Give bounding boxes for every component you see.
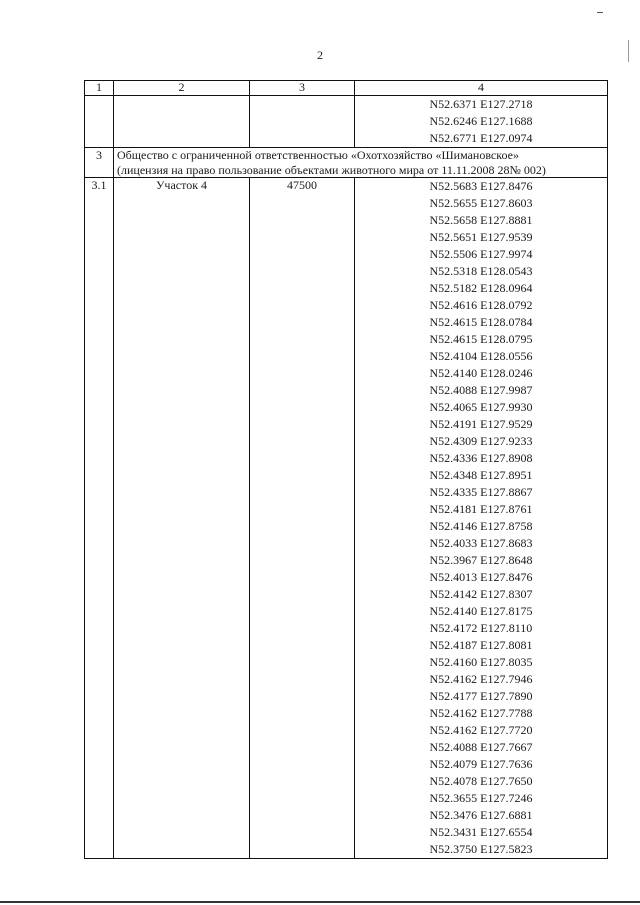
coordinate-line: N52.4079 E127.7636 (429, 757, 533, 771)
column-header-2: 2 (114, 81, 250, 96)
organization-number-cell: 3 (85, 148, 114, 178)
plot-coords-cell (355, 178, 608, 859)
column-header-1: 1 (85, 81, 114, 96)
coordinate-line: N52.4162 E127.7788 (429, 706, 533, 720)
coordinate-line: N52.4336 E127.8908 (429, 451, 533, 465)
coordinate-line: N52.4348 E127.8951 (429, 468, 533, 482)
coordinate-line: N52.4162 E127.7946 (429, 672, 533, 686)
coordinate-line: N52.4142 E127.8307 (429, 587, 533, 601)
page-number: 2 (317, 48, 323, 62)
coordinate-line: N52.4162 E127.7720 (429, 723, 533, 737)
coordinate-line: N52.6246 E127.1688 (429, 114, 533, 128)
coordinate-line: N52.4033 E127.8683 (429, 536, 533, 550)
organization-name: Общество с ограниченной ответственностью «Охотхозяйство «Шимановское» (117, 148, 519, 162)
coordinate-line: N52.3476 E127.6881 (429, 808, 533, 822)
page-bottom-edge (0, 901, 640, 903)
column-header-4: 4 (355, 81, 608, 96)
organization-cell (114, 148, 608, 178)
coordinate-line: N52.5658 E127.8881 (429, 213, 533, 227)
plot-name-cell: Участок 4 (114, 178, 250, 859)
coordinate-line: N52.4615 E128.0795 (429, 332, 533, 346)
coordinate-line: N52.4104 E128.0556 (429, 349, 533, 363)
table-header-row (85, 81, 608, 96)
coordinate-line: N52.4088 E127.7667 (429, 740, 533, 754)
coordinate-line: N52.5651 E127.9539 (429, 230, 533, 244)
coordinate-line: N52.4181 E127.8761 (429, 502, 533, 516)
coordinate-line: N52.4187 E127.8081 (429, 638, 533, 652)
coordinate-line: N52.4160 E127.8035 (429, 655, 533, 669)
coordinate-line: N52.3750 E127.5823 (429, 842, 533, 856)
coordinate-line: N52.3431 E127.6554 (429, 825, 533, 839)
continued-coords-cell (355, 96, 608, 148)
coordinate-line: N52.4191 E127.9529 (429, 417, 533, 431)
continued-number-cell (85, 96, 114, 148)
table-row-plot (85, 178, 608, 859)
coordinate-line: N52.4309 E127.9233 (429, 434, 533, 448)
coordinate-line: N52.6771 E127.0974 (429, 131, 533, 145)
coordinate-line: N52.4177 E127.7890 (429, 689, 533, 703)
table-row-organization (85, 148, 608, 178)
table-row-continued (85, 96, 608, 148)
scan-artifact-mark (597, 12, 603, 13)
coordinate-line: N52.4172 E127.8110 (429, 621, 533, 635)
coordinate-line: N52.5683 E127.8476 (429, 179, 533, 193)
coordinate-line: N52.4140 E127.8175 (429, 604, 533, 618)
coordinate-line: N52.5506 E127.9974 (429, 247, 533, 261)
continued-name-cell (114, 96, 250, 148)
coordinate-line: N52.5182 E128.0964 (429, 281, 533, 295)
plot-area-cell: 47500 (250, 178, 355, 859)
coordinate-line: N52.4616 E128.0792 (429, 298, 533, 312)
coordinate-line: N52.6371 E127.2718 (429, 97, 533, 111)
coordinate-line: N52.4615 E128.0784 (429, 315, 533, 329)
coordinate-line: N52.3967 E127.8648 (429, 553, 533, 567)
coordinate-line: N52.5318 E128.0543 (429, 264, 533, 278)
coordinate-line: N52.3655 E127.7246 (429, 791, 533, 805)
coordinate-line: N52.4335 E127.8867 (429, 485, 533, 499)
coordinate-line: N52.5655 E127.8603 (429, 196, 533, 210)
coordinate-line: N52.4088 E127.9987 (429, 383, 533, 397)
column-header-3: 3 (250, 81, 355, 96)
coordinate-line: N52.4013 E127.8476 (429, 570, 533, 584)
continued-area-cell (250, 96, 355, 148)
coordinate-line: N52.4065 E127.9930 (429, 400, 533, 414)
organization-license: (лицензия на право пользование объектами животного мира от 11.11.2008 28№ 002) (117, 162, 546, 177)
coordinate-line: N52.4140 E128.0246 (429, 366, 533, 380)
coordinates-table (84, 80, 608, 859)
plot-number-cell: 3.1 (85, 178, 114, 859)
coordinate-line: N52.4078 E127.7650 (429, 774, 533, 788)
coordinate-line: N52.4146 E127.8758 (429, 519, 533, 533)
